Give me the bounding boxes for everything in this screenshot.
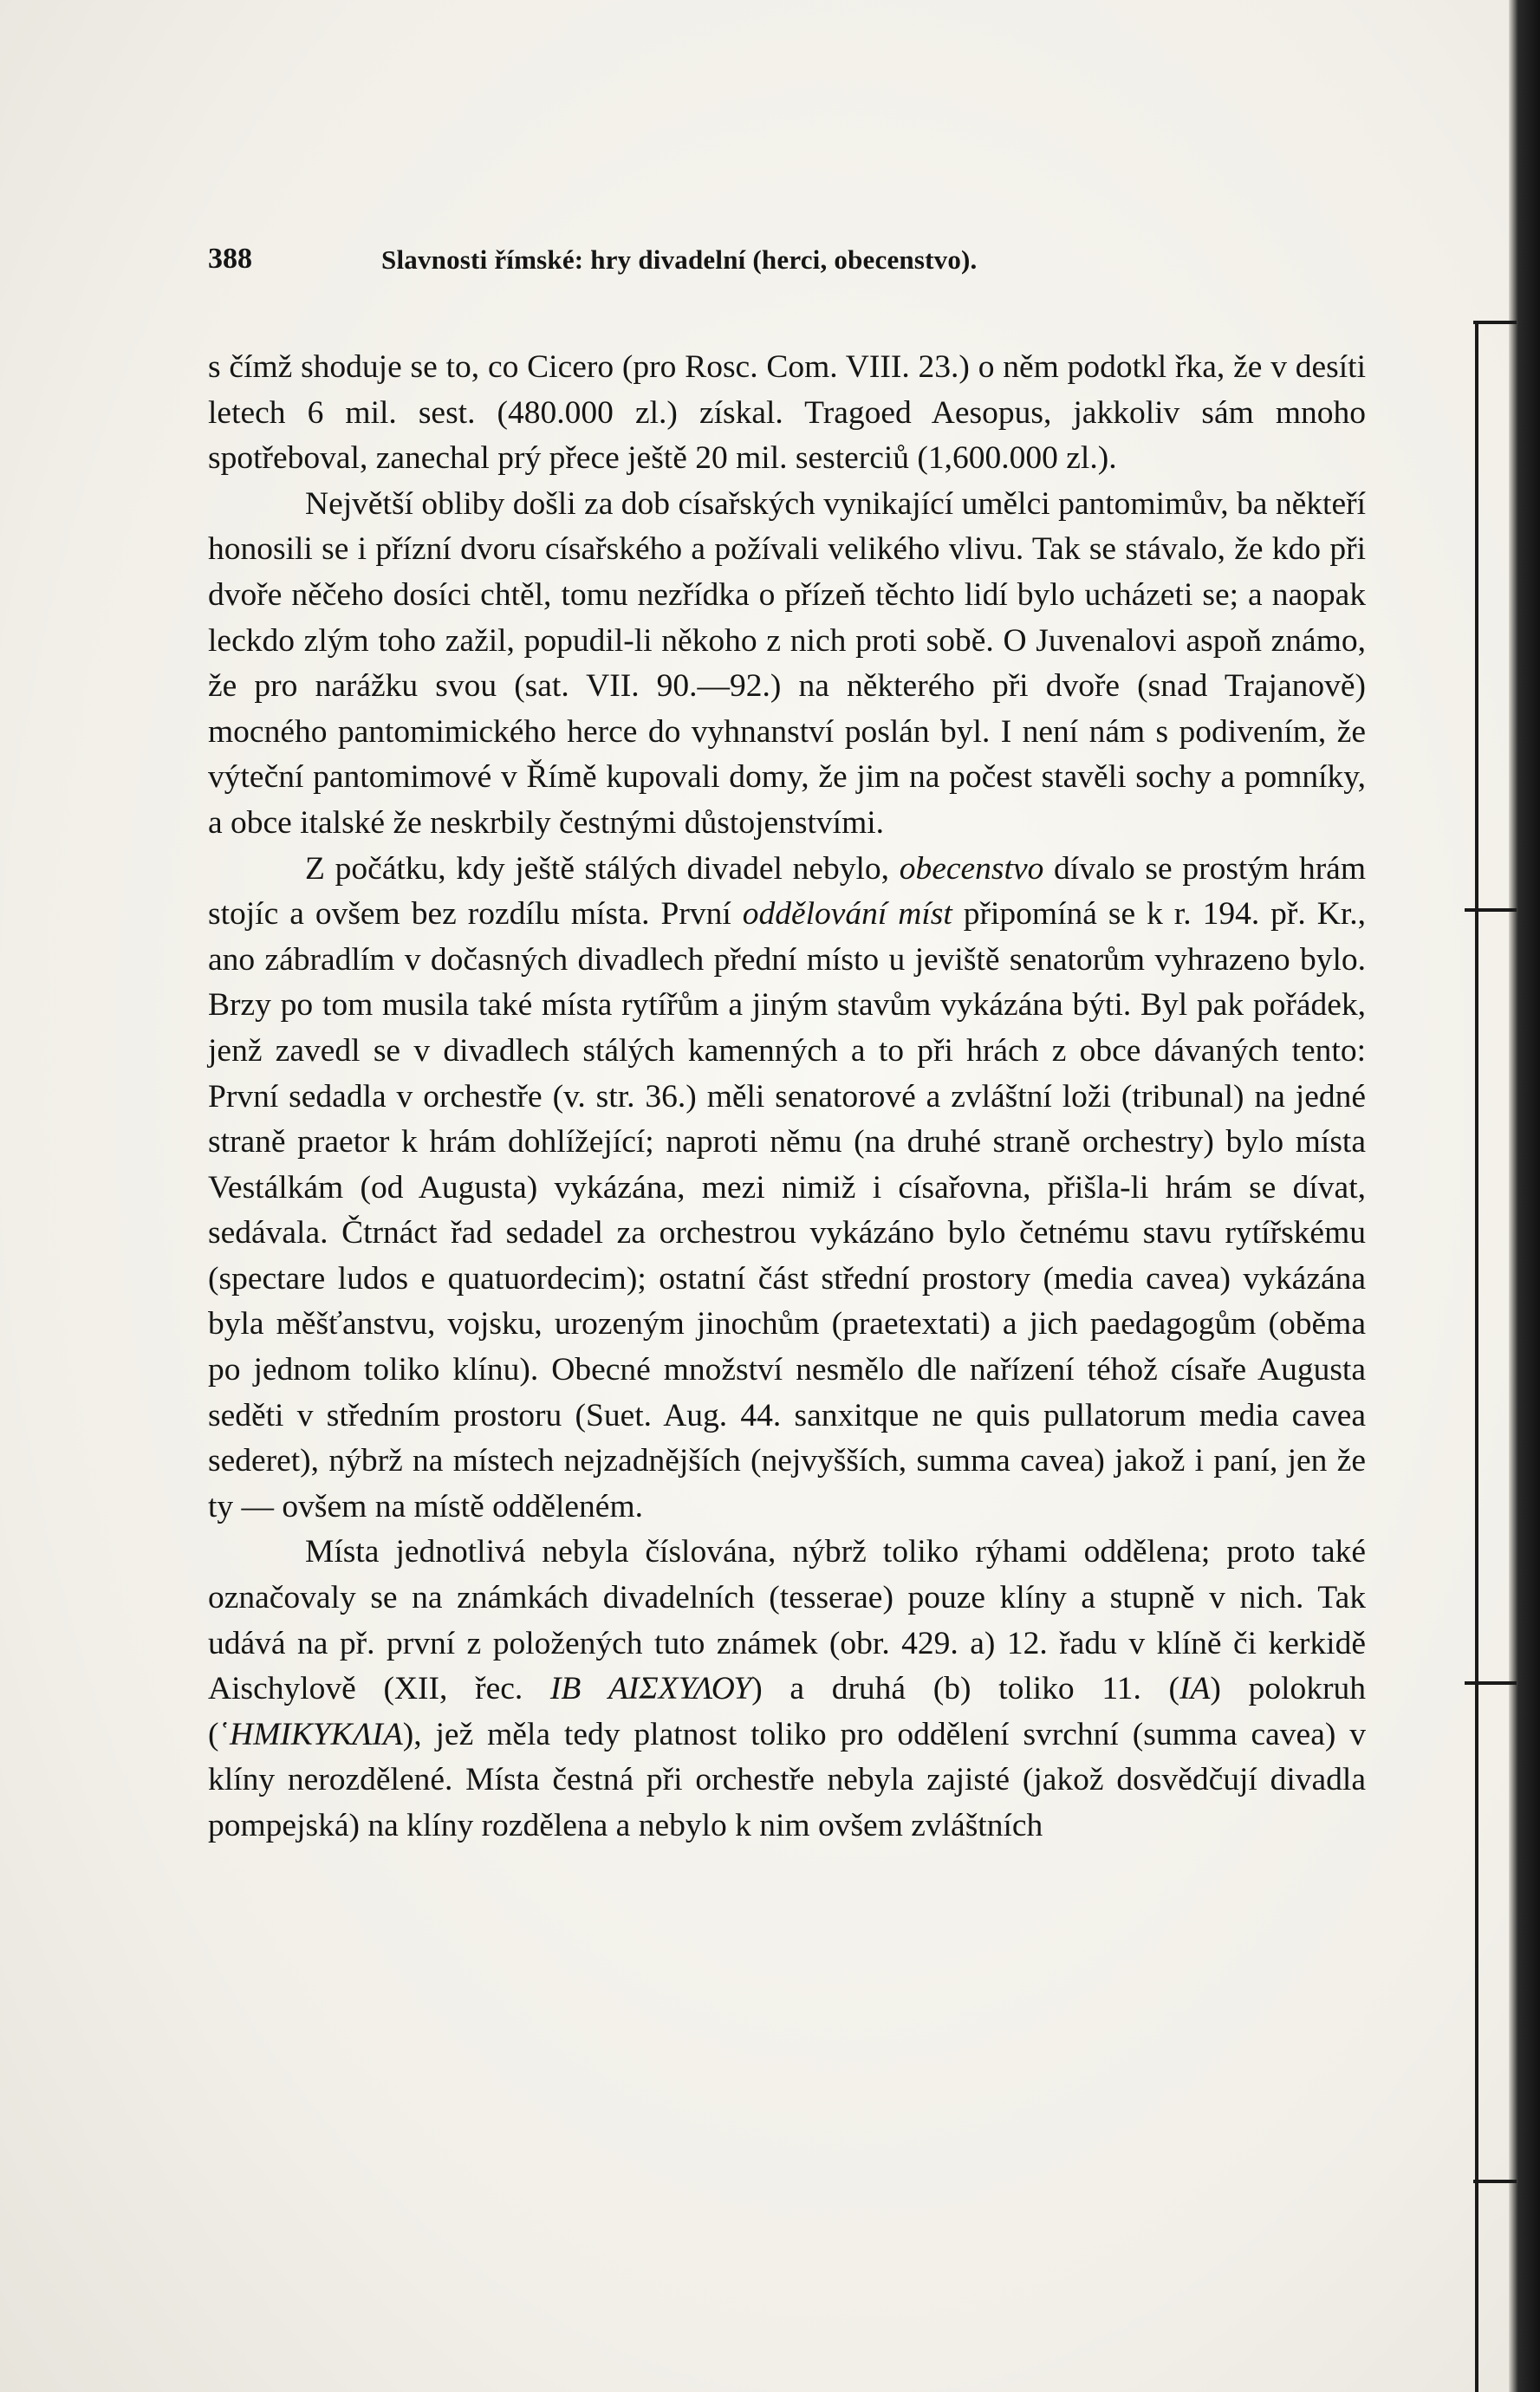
italic-text: obecenstvo [899,850,1044,887]
page-edge-shadow [1509,0,1540,2392]
running-title: Slavnosti římské: hry divadelní (herci, obecenstvo). [381,244,978,275]
margin-mark [1465,1681,1517,1685]
page-header [208,243,1404,286]
paragraph [208,482,1366,847]
margin-mark [1473,2180,1517,2183]
paragraph-text: dívalo se prostým hrám stojíc a ovšem bez rozdílu místa. První [208,850,1366,933]
paragraph [208,345,1366,482]
paragraph [208,1530,1366,1849]
italic-text: ῾ΗΜΙΚΥΚΛΙΑ [218,1716,403,1752]
paragraph-text: připomíná se k r. 194. př. Kr., ano zábradlím v dočasných divadlech přední místo u jeviště senatorům vyhrazeno bylo. Brzy po tom musila také místa rytířům a jiným stavům vykázána býti. Byl pak pořádek, jenž zavedl se v divadlech stálých kamenných a to při hrách z obce dávaných tento: První sedadla v orchestře (v. str. 36.) měli senatorové a zvláštní loži (tribunal) na jedné straně praetor k hrám dohlížející; naproti němu (na druhé straně orchestry) bylo místa Vestálkám (od Augusta) vykázána, mezi nimiž i císařovna, přišla-li hrám se dívat, sedávala. Čtrnáct řad sedadel za orchestrou vykázáno bylo četnému stavu rytířskému (spectare ludos e quatuordecim); ostatní část střední prostory (media cavea) vykázána byla měšťanstvu, vojsku, urozeným jinochům (praetextati) a jich paedagogům (oběma po jednom toliko klínu). Obecné množství nesmělo dle nařízení téhož císaře Augusta seděti v středním prostoru (Suet. Aug. 44. sanxitque ne quis pullatorum media cavea sederet), nýbrž na místech nejzadnějších (nejvyšších, summa cavea) jakož i paní, jen že ty — ovšem na místě odděleném. [208,896,1366,1524]
paragraph [208,847,1366,1531]
margin-mark [1473,321,1517,324]
body-text [208,345,1366,1849]
paragraph-text: Z počátku, kdy ještě stálých divadel nebylo, [305,850,900,887]
italic-text: ΙΑ [1179,1671,1211,1707]
italic-text: IB ΑΙΣΧΥΛΟΥ [549,1671,752,1707]
paragraph-text: ), jež měla tedy platnost toliko pro oddělení svrchní (summa cavea) v klíny nerozdělené. Místa čestná při orchestře nebyla zajisté (jakož dosvědčují divadla pompejská) na klíny rozdělena a nebylo k nim ovšem zvláštních [208,1716,1366,1843]
italic-text: oddělování míst [742,896,952,933]
paragraph-text: Největší obliby došli za dob císařských vynikající umělci pantomimův, ba někteří honosili se i přízní dvoru císařského a požívali velikého vlivu. Tak se stávalo, že kdo při dvoře něčeho dosíci chtěl, tomu nezřídka o přízeň těchto lidí bylo ucházeti se; a naopak leckdo zlým toho zažil, popudil-li někoho z nich proti sobě. O Juvenalovi aspoň známo, že pro narážku svou (sat. VII. 90.—92.) na některého při dvoře (snad Trajanově) mocného pantomimického herce do vyhnanství poslán byl. I není nám s podivením, že výteční pantomimové v Římě kupovali domy, že jim na počest stavěli sochy a pomníky, a obce italské že neskrbily čestnými důstojenstvími. [208,485,1366,841]
margin-mark [1465,908,1517,912]
page-number: 388 [208,243,252,275]
margin-rule [1475,321,1478,2392]
paragraph-text: Místa jednotlivá nebyla číslována, nýbrž toliko rýhami oddělena; proto také označovaly se na známkách divadelních (tesserae) pouze klíny a stupně v nich. Tak udává na př. první z položených tuto známek (obr. 429. a) 12. řadu v klíně či kerkidě Aischylově (XII, řec. [208,1534,1366,1707]
paragraph-text: s čímž shoduje se to, co Cicero (pro Rosc. Com. VIII. 23.) o něm podotkl řka, že v desíti letech 6 mil. sest. (480.000 zl.) získal. Tragoed Aesopus, jakkoliv sám mnoho spotřeboval, zanechal prý přece ještě 20 mil. sesterciů (1,600.000 zl.). [208,349,1366,477]
paragraph-text: ) polokruh ( [208,1671,1366,1752]
paragraph-text: ) a druhá (b) toliko 11. ( [751,1671,1180,1707]
